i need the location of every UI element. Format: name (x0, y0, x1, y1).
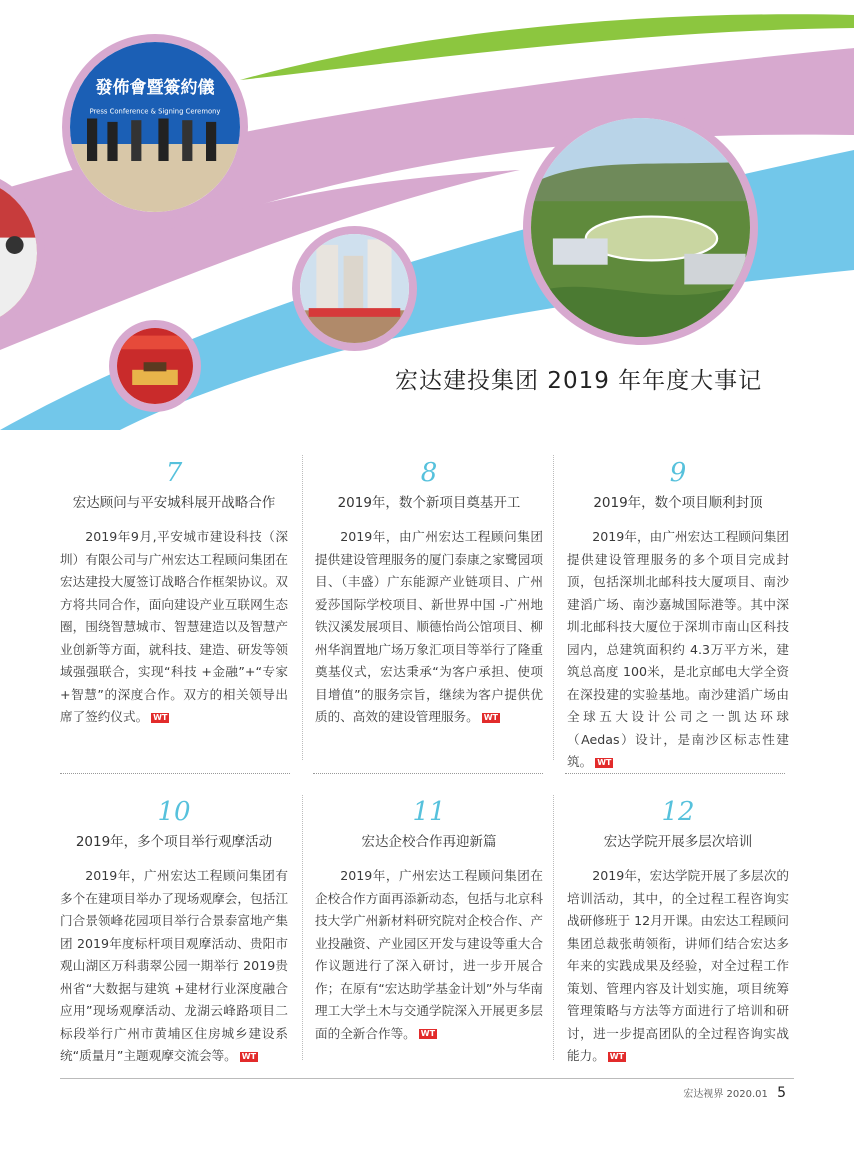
event-title: 2019年，数个项目顺利封顶 (593, 495, 763, 511)
end-mark: WT (241, 1051, 257, 1061)
event-article (315, 458, 543, 729)
photo-groundbreaking (109, 320, 201, 412)
column-divider (553, 455, 554, 760)
event-article (60, 458, 288, 729)
event-title: 2019年，多个项目举行观摩活动 (75, 834, 273, 850)
row-divider (60, 773, 290, 774)
end-mark: WT (420, 1029, 436, 1038)
event-body: 2019年9月,平安城市建设科技（深圳）有限公司与广州宏达工程顾问集团在宏达建投大厦签订战略合作框架协议。双方将共同合作，面向建设产业互联网生态圈，围绕智慧城市、智慧建造以及智慧产业创新等方面，就科技、建造、研发等领域强强联合，实现“科技 +金融”+“专家 +智慧”的深度合作。双方的相关领导出席了签约仪式。 WT (60, 529, 288, 724)
event-body: 2019年，宏达学院开展了多层次的培训活动，其中，的全过程工程咨询实战研修班于 12月开课。由宏达工程顾问集团总裁张萌领衔，讲师们结合宏达多年来的实践成果及经验，对全过程工作策划、管理内容及计划实施，项目统筹管理策略与方法等方面进行了培训和研讨，进一步提高团队的全过程咨询实战能力。 WT (567, 868, 789, 1063)
page-footer (683, 1085, 786, 1101)
event-article (315, 797, 543, 1045)
event-body: 2019年，由广州宏达工程顾问集团提供建设管理服务的厦门泰康之家鹭园项目、（丰盛）广东能源产业链项目、广州爱莎国际学校项目、新世界中国 -广州地铁汉溪发展项目、顺德怡尚公馆项目、柳州华润置地广场万象汇项目等举行了隆重奠基仪式，宏达秉承“为客户承担、使项目增值”的服务宗旨，继续为客户提供优质的、高效的建设管理服务。 WT (315, 529, 543, 724)
event-article (567, 797, 789, 1068)
event-title: 2019年，数个新项目奠基开工 (337, 495, 521, 511)
column-divider (553, 795, 554, 1060)
page-number: 5 (777, 1085, 786, 1101)
event-body: 2019年，广州宏达工程顾问集团有多个在建项目举办了现场观摩会，包括江门合景领峰花园项目举行合景泰富地产集团 2019年度标杆项目观摩活动、贵阳市观山湖区万科翡翠公园一期举行 2019贵州省“大数据与建筑 +建材行业深度融合应用”现场观摩活动、龙湖云峰路项目二标段举行广州市黄埔区住房城乡建设系统“质量月”主题观摩交流会等。 WT (60, 868, 288, 1063)
event-title: 宏达企校合作再迎新篇 (361, 834, 497, 850)
event-article (60, 797, 288, 1068)
event-number: 10 (157, 797, 191, 827)
issue-number: 2020.01 (726, 1089, 768, 1100)
magazine-name: 宏达视界 (683, 1089, 724, 1100)
event-article (567, 458, 789, 774)
event-number: 7 (165, 458, 183, 488)
column-divider (302, 795, 303, 1060)
event-number: 11 (412, 797, 446, 827)
ceremony-sub-text: Press Conference & Signing Ceremony (89, 107, 221, 116)
end-mark: WT (609, 1051, 625, 1061)
ceremony-sign-text: 發佈會暨簽約儀 (95, 78, 215, 98)
event-title: 宏达学院开展多层次培训 (603, 834, 753, 850)
row-divider (313, 773, 543, 774)
column-divider (302, 455, 303, 760)
end-mark: WT (153, 712, 168, 722)
event-number: 8 (420, 458, 438, 488)
photo-construction-site (292, 226, 417, 351)
event-body: 2019年，广州宏达工程顾问集团在企校合作方面再添新动态，包括与北京科技大学广州新材料研究院对企校合作、产业投融资、产业园区开发与建设等重大合作议题进行了深入研讨，进一步开展合作；在原有“宏达助学基金计划”外与华南理工大学土木与交通学院深入开展更多层面的全新合作等。 WT (315, 868, 543, 1041)
end-mark: WT (597, 757, 612, 767)
end-mark: WT (483, 712, 498, 722)
photo-racecourse (523, 110, 758, 345)
event-number: 12 (661, 797, 695, 827)
page-title: 宏达建投集团 2019 年年度大事记 (395, 368, 763, 394)
photo-signing-ceremony (62, 34, 248, 220)
event-body: 2019年，由广州宏达工程顾问集团提供建设管理服务的多个项目完成封顶，包括深圳北邮科技大厦项目、南沙建滔广场、南沙嘉城国际港等。其中深圳北邮科技大厦位于深圳市南山区科技园内，总建筑面积约 4.3万平方米，建筑总高度 100米，是北京邮电大学全资在深投建的实验基地。南沙建滔广场由全球五大设计公司之一凯达环球（Aedas）设计，是南沙区标志性建筑。 WT (567, 529, 789, 769)
event-number: 9 (669, 458, 687, 488)
footer-rule (60, 1078, 794, 1079)
event-title: 宏达顾问与平安城科展开战略合作 (72, 495, 276, 511)
